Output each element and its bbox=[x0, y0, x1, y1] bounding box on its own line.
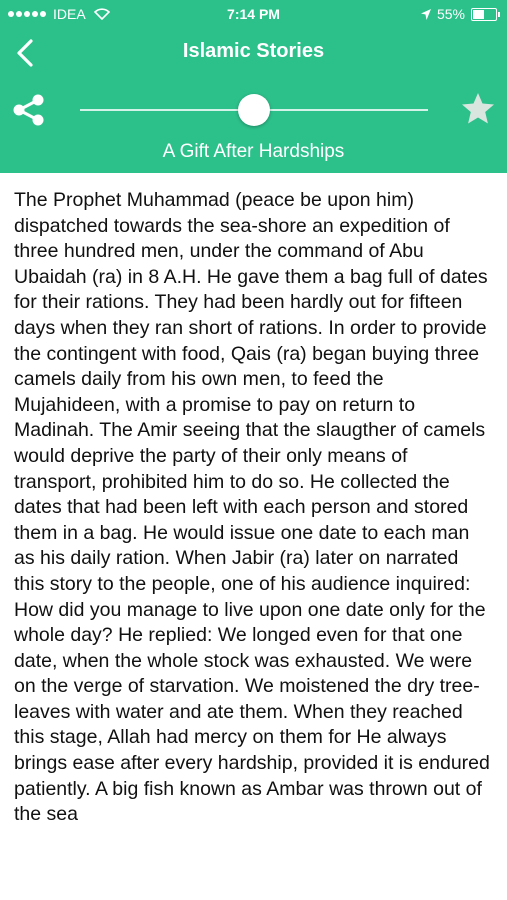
battery-level bbox=[473, 10, 484, 19]
status-right bbox=[421, 6, 497, 22]
story-title: A Gift After Hardships bbox=[162, 141, 345, 162]
status-time: 7:14 PM bbox=[227, 6, 280, 22]
nav-bar bbox=[0, 28, 507, 78]
share-button[interactable] bbox=[10, 91, 48, 129]
carrier-name: IDEA bbox=[53, 6, 86, 22]
story-body: The Prophet Muhammad (peace be upon him) dispatched towards the sea-shore an expedition of three hundred men, under the command of Abu Ubaidah (ra) in 8 A.H. He gave them a bag full of dates for their rations. They had been hardly out for fifteen days when they ran short of rations. In order to provide the contingent with food, Qais (ra) began buying three camels daily from his own men, to feed the Mujahideen, with a promise to pay on return to Madinah. The Amir seeing that the slaugther of camels would deprive the party of their only means of transport, prohibited him to do so. He collected the dates that had been left with each person and stored them in a bag. He would issue one date to each man as his daily ration. When Jabir (ra) later on narrated this story to the people, one of his audience inquired: How did you manage to live upon one date only for the whole day? He replied: We longed even for that one date, when the whole stock was exhausted. We were on the verge of starvation. We moistened the dry tree-leaves with water and ate them. When they reached this stage, Allah had mercy on them for He always brings ease after every hardship, provided it is endured patiently. A big fish known as Ambar was thrown out of the sea bbox=[14, 189, 490, 826]
font-size-slider[interactable] bbox=[80, 94, 428, 126]
header bbox=[0, 0, 507, 173]
slider-thumb[interactable] bbox=[238, 94, 270, 126]
battery-icon bbox=[471, 8, 497, 21]
share-icon bbox=[10, 91, 48, 129]
location-arrow-icon bbox=[421, 9, 431, 20]
favorite-button[interactable] bbox=[459, 90, 497, 128]
story-controls bbox=[0, 80, 507, 140]
status-bar bbox=[0, 0, 507, 28]
page-title: Islamic Stories bbox=[182, 40, 325, 62]
battery-percent: 55% bbox=[436, 6, 465, 22]
star-icon bbox=[459, 90, 497, 128]
